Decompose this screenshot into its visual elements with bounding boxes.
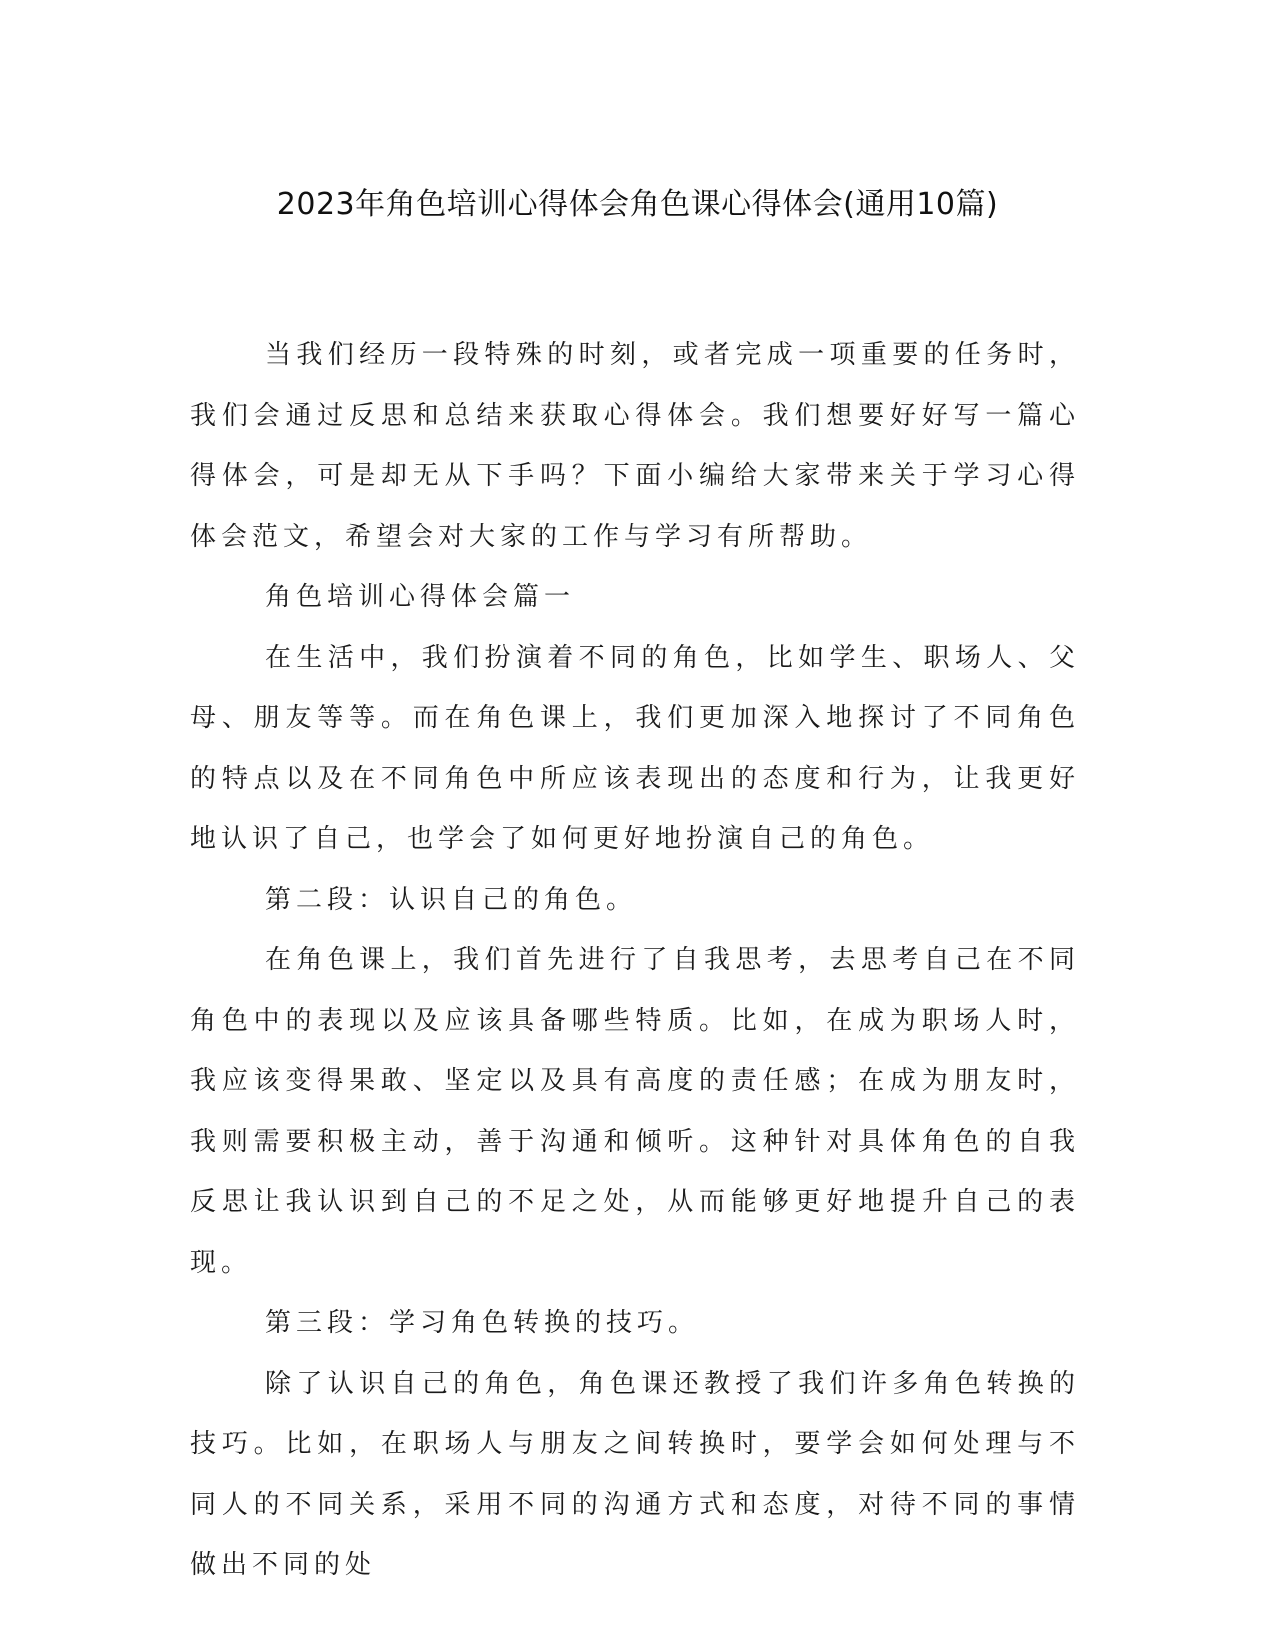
paragraph-3: 除了认识自己的角色，角色课还教授了我们许多角色转换的技巧。比如，在职场人与朋友之间转换时，要学会如何处理与不同人的不同关系，采用不同的沟通方式和态度，对待不同的事情做出不同的处	[190, 1368, 1080, 1580]
paragraph-2: 在角色课上，我们首先进行了自我思考，去思考自己在不同角色中的表现以及应该具备哪些特质。比如，在成为职场人时，我应该变得果敢、坚定以及具有高度的责任感；在成为朋友时，我则需要积极主动，善于沟通和倾听。这种针对具体角色的自我反思让我认识到自己的不足之处，从而能够更好地提升自己的表现。	[190, 945, 1080, 1278]
document-title: 2023年角色培训心得体会角色课心得体会(通用10篇)	[276, 187, 999, 222]
intro-paragraph: 当我们经历一段特殊的时刻，或者完成一项重要的任务时，我们会通过反思和总结来获取心得体会。我们想要好好写一篇心得体会，可是却无从下手吗？下面小编给大家带来关于学习心得体会范文，希望会对大家的工作与学习有所帮助。	[190, 340, 1080, 552]
section-title: 角色培训心得体会篇一	[265, 582, 576, 612]
document-body	[190, 325, 1080, 1596]
heading-3: 第三段：学习角色转换的技巧。	[265, 1308, 700, 1338]
paragraph-1: 在生活中，我们扮演着不同的角色，比如学生、职场人、父母、朋友等等。而在角色课上，我们更加深入地探讨了不同角色的特点以及在不同角色中所应该表现出的态度和行为，让我更好地认识了自己，也学会了如何更好地扮演自己的角色。	[190, 642, 1080, 854]
heading-2: 第二段：认识自己的角色。	[265, 884, 638, 915]
